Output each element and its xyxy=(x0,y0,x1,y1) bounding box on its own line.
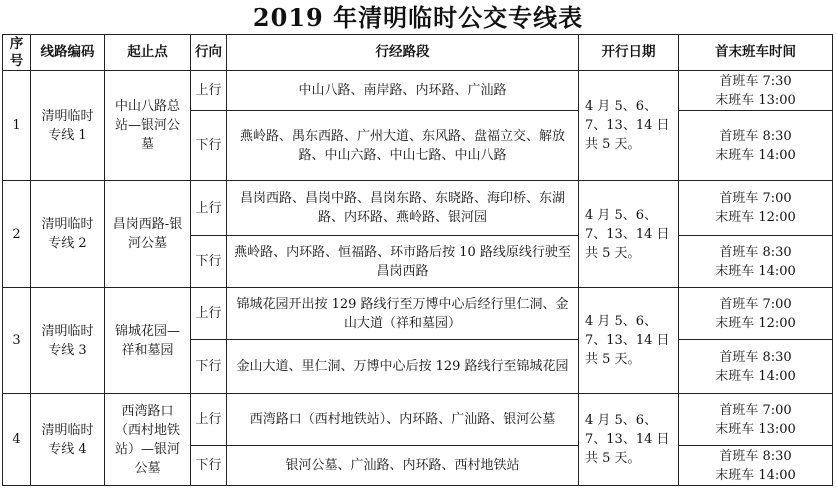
header-times: 首末班车时间 xyxy=(679,35,833,71)
line-endpoints: 昌岗西路-银河公墓 xyxy=(105,181,191,288)
table-row xyxy=(3,288,833,340)
header-route: 行经路段 xyxy=(227,35,579,71)
header-direction: 行向 xyxy=(191,35,227,71)
last-bus: 末班车 14:00 xyxy=(715,263,796,279)
table-row xyxy=(3,71,833,111)
line-endpoints: 中山八路总站—银河公墓 xyxy=(105,71,191,181)
route-up: 西湾路口（西村地铁站）、内环路、广汕路、银河公墓 xyxy=(227,394,579,446)
first-bus: 首班车 8:30 xyxy=(719,244,792,260)
line-endpoints: 锦城花园—祥和墓园 xyxy=(105,288,191,394)
times-down xyxy=(679,236,833,288)
times-up xyxy=(679,71,833,111)
table-title: 2019 年清明临时公交专线表 xyxy=(252,3,584,32)
direction-up: 上行 xyxy=(191,394,227,446)
header-row xyxy=(3,35,833,71)
direction-up: 上行 xyxy=(191,181,227,236)
times-down xyxy=(679,111,833,181)
header-endpoints: 起止点 xyxy=(105,35,191,71)
bus-schedule-table xyxy=(2,34,833,486)
line-seq: 2 xyxy=(3,181,31,288)
line-seq: 4 xyxy=(3,394,31,486)
operating-dates: 4 月 5、6、7、13、14 日共 5 天。 xyxy=(579,288,679,394)
first-bus: 首班车 8:30 xyxy=(719,128,792,144)
route-up: 锦城花园开出按 129 路线行至万博中心后经行里仁洞、金山大道（祥和墓园） xyxy=(227,288,579,340)
route-down: 银河公墓、广汕路、内环路、西村地铁站 xyxy=(227,446,579,486)
first-bus: 首班车 8:30 xyxy=(719,349,792,365)
times-up xyxy=(679,288,833,340)
header-line: 线路编码 xyxy=(31,35,105,71)
direction-down: 下行 xyxy=(191,236,227,288)
first-bus: 首班车 7:00 xyxy=(719,296,792,312)
route-down: 燕岭路、禺东西路、广州大道、东风路、盘福立交、解放路、中山六路、中山七路、中山八路 xyxy=(227,111,579,181)
last-bus: 末班车 12:00 xyxy=(715,315,796,331)
line-name: 清明临时专线 4 xyxy=(31,394,105,486)
last-bus: 末班车 12:00 xyxy=(715,210,796,225)
times-down xyxy=(679,446,833,486)
last-bus: 末班车 14:00 xyxy=(715,368,796,384)
times-down xyxy=(679,340,833,394)
line-seq: 1 xyxy=(3,71,31,181)
table-row xyxy=(3,181,833,236)
line-name: 清明临时专线 2 xyxy=(31,181,105,288)
last-bus: 末班车 13:00 xyxy=(715,92,796,108)
operating-dates: 4 月 5、6、7、13、14 日共 5 天。 xyxy=(579,71,679,181)
operating-dates: 4 月 5、6、7、13、14 日共 5 天。 xyxy=(579,394,679,486)
times-up xyxy=(679,181,833,236)
times-up xyxy=(679,394,833,446)
route-up: 中山八路、南岸路、内环路、广汕路 xyxy=(227,71,579,111)
direction-down: 下行 xyxy=(191,446,227,486)
line-name: 清明临时专线 3 xyxy=(31,288,105,394)
line-seq: 3 xyxy=(3,288,31,394)
last-bus: 末班车 13:00 xyxy=(715,421,796,437)
direction-down: 下行 xyxy=(191,340,227,394)
direction-up: 上行 xyxy=(191,288,227,340)
last-bus: 末班车 14:00 xyxy=(715,147,796,163)
first-bus: 首班车 7:00 xyxy=(719,402,792,418)
direction-up: 上行 xyxy=(191,71,227,111)
line-endpoints: 西湾路口（西村地铁站）—银河公墓 xyxy=(105,394,191,486)
header-dates: 开行日期 xyxy=(579,35,679,71)
first-bus: 首班车 8:30 xyxy=(719,448,792,464)
line-name: 清明临时专线 1 xyxy=(31,71,105,181)
direction-down: 下行 xyxy=(191,111,227,181)
route-up: 昌岗西路、昌岗中路、昌岗东路、东晓路、海印桥、东湖路、内环路、燕岭路、银河园 xyxy=(227,181,579,236)
first-bus: 首班车 7:30 xyxy=(719,73,792,89)
last-bus: 末班车 14:00 xyxy=(715,467,796,483)
table-row xyxy=(3,394,833,446)
first-bus: 首班车 7:00 xyxy=(719,191,792,206)
route-down: 燕岭路、内环路、恒福路、环市路后按 10 路线原线行驶至昌岗西路 xyxy=(227,236,579,288)
route-down: 金山大道、里仁洞、万博中心后按 129 路线行至锦城花园 xyxy=(227,340,579,394)
header-seq: 序号 xyxy=(3,35,31,71)
operating-dates: 4 月 5、6、7、13、14 日共 5 天。 xyxy=(579,181,679,288)
